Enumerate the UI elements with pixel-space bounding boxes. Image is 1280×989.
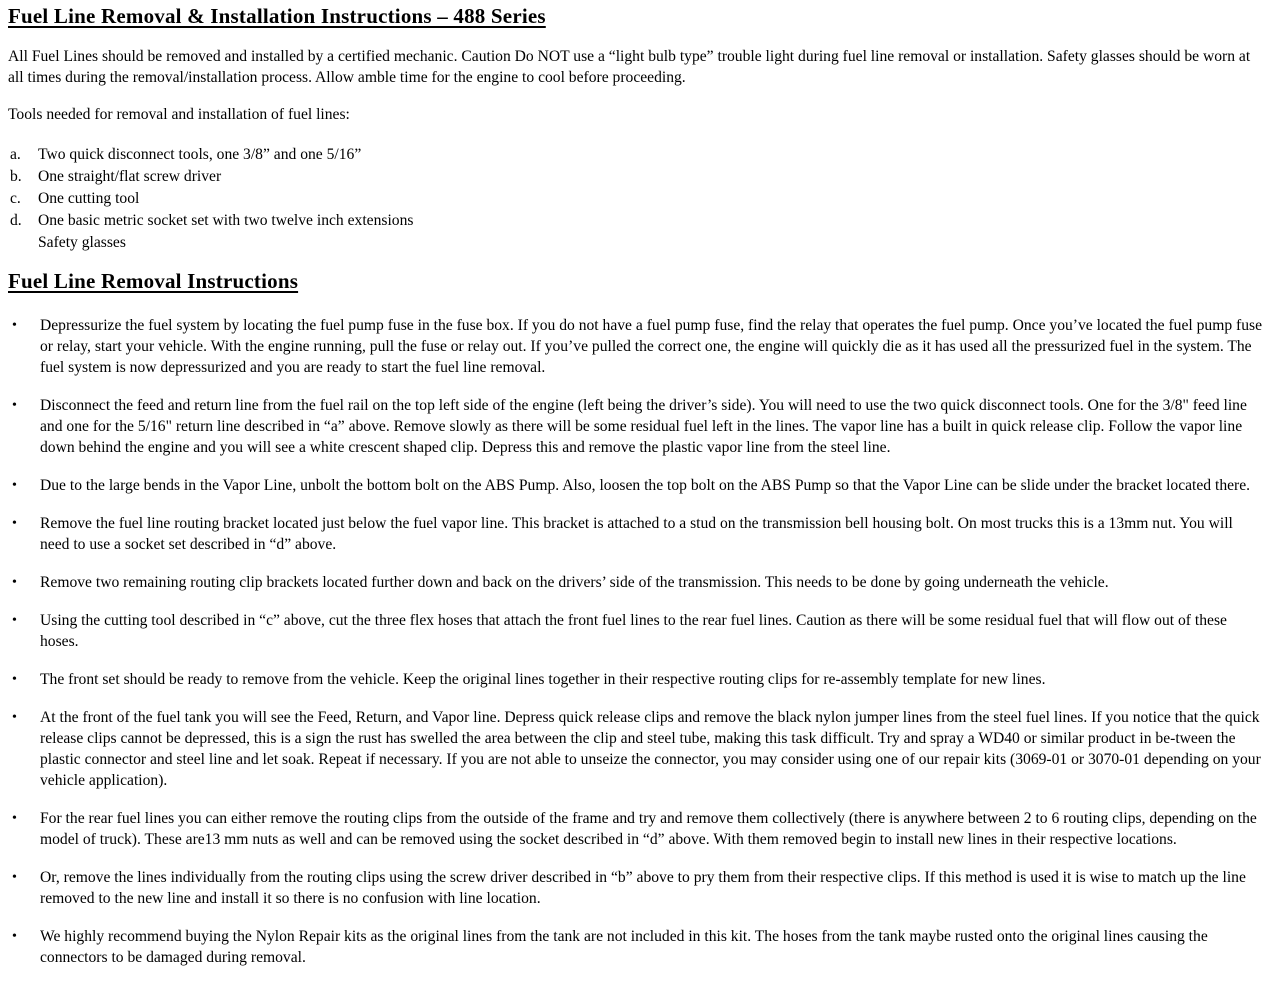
step-text: Remove the fuel line routing bracket located just below the fuel vapor line. This bracket is attached to a stud on the transmission bell housing bolt. On most trucks this is a 13mm nut. You will need to use a socket set described in “d” above. bbox=[40, 515, 1233, 553]
bullet-icon: • bbox=[12, 672, 17, 687]
step-text: At the front of the fuel tank you will see the Feed, Return, and Vapor line. Depress quick release clips and remove the black nylon jumper lines from the steel fuel lines. If you notice that the quick release clips cannot be depressed, this is a sign the rust has swelled the area between the clip and steel tube, making this task difficult. Try and spray a WD40 or similar product in be-tween the plastic connector and steel line and let soak. Repeat if necessary. If you are not able to unseize the connector, you may consider using one of our repair kits (3069-01 or 3070-01 depending on your vehicle application). bbox=[40, 709, 1261, 789]
tools-list-body bbox=[38, 144, 1266, 166]
tools-list-letter: c. bbox=[10, 190, 21, 207]
bullet-icon: • bbox=[12, 318, 17, 333]
document-title: Fuel Line Removal & Installation Instructions – 488 Series bbox=[8, 4, 546, 28]
tools-list-body bbox=[38, 210, 1266, 254]
step-text: The front set should be ready to remove from the vehicle. Keep the original lines together in their respective routing clips for re-assembly template for new lines. bbox=[40, 671, 1046, 688]
step-item bbox=[8, 707, 1266, 791]
tools-list-letter: b. bbox=[10, 168, 22, 185]
step-item bbox=[8, 513, 1266, 555]
tools-list-item bbox=[8, 144, 1266, 166]
step-text: Disconnect the feed and return line from the fuel rail on the top left side of the engine (left being the driver’s side). You will need to use the two quick disconnect tools. One for the 3/8" feed line and one for the 5/16" return line described in “a” above. Remove slowly as there will be some residual fuel left in the lines. The vapor line has a built in quick release clip. Follow the vapor line down behind the engine and you will see a white crescent shaped clip. Depress this and remove the plastic vapor line from the steel line. bbox=[40, 397, 1247, 456]
bullet-icon: • bbox=[12, 710, 17, 725]
step-text: Remove two remaining routing clip brackets located further down and back on the drivers’ side of the transmission. This needs to be done by going underneath the vehicle. bbox=[40, 574, 1109, 591]
step-text: Using the cutting tool described in “c” above, cut the three flex hoses that attach the front fuel lines to the rear fuel lines. Caution as there will be some residual fuel that will flow out of these hoses. bbox=[40, 612, 1227, 650]
bullet-icon: • bbox=[12, 870, 17, 885]
tools-list-body bbox=[38, 166, 1266, 188]
tools-list-extra-line: Safety glasses bbox=[38, 234, 126, 251]
tools-list-item bbox=[8, 210, 1266, 254]
section-title: Fuel Line Removal Instructions bbox=[8, 269, 299, 293]
tools-list-body bbox=[38, 188, 1266, 210]
step-item bbox=[8, 867, 1266, 909]
tools-intro-line: Tools needed for removal and installation of fuel lines: bbox=[8, 106, 350, 123]
step-item bbox=[8, 926, 1266, 968]
step-text: Due to the large bends in the Vapor Line, unbolt the bottom bolt on the ABS Pump. Also, loosen the top bolt on the ABS Pump so that the Vapor Line can be slide under the bracket located there. bbox=[40, 477, 1251, 494]
step-text: Or, remove the lines individually from the routing clips using the screw driver described in “b” above to pry them from their respective clips. If this method is used it is wise to match up the line removed to the new line and install it so there is no confusion with line location. bbox=[40, 869, 1246, 907]
steps-list bbox=[8, 315, 1266, 968]
step-text: We highly recommend buying the Nylon Repair kits as the original lines from the tank are not included in this kit. The hoses from the tank maybe rusted onto the original lines causing the connectors to be damaged during removal. bbox=[40, 928, 1208, 966]
bullet-icon: • bbox=[12, 478, 17, 493]
intro-paragraph: All Fuel Lines should be removed and installed by a certified mechanic. Caution Do NOT use a “light bulb type” trouble light during fuel line removal or installation. Safety glasses should be worn at all times during the removal/installation process. Allow amble time for the engine to cool before proceeding. bbox=[8, 48, 1251, 86]
step-text: Depressurize the fuel system by locating the fuel pump fuse in the fuse box. If you do not have a fuel pump fuse, find the relay that operates the fuel pump. Once you’ve located the fuel pump fuse or relay, start your vehicle. With the engine running, pull the fuse or relay out. If you’ve pulled the correct one, the engine will quickly die as it has used all the pressurized fuel in the system. The fuel system is now depressurized and you are ready to start the fuel line removal. bbox=[40, 317, 1263, 376]
step-text: For the rear fuel lines you can either remove the routing clips from the outside of the frame and try and remove them collectively (there is anywhere between 2 to 6 routing clips, depending on the model of truck). These are13 mm nuts as well and can be removed using the socket described in “d” above. With them removed begin to install new lines in their respective locations. bbox=[40, 810, 1257, 848]
bullet-icon: • bbox=[12, 575, 17, 590]
tools-list-text: Two quick disconnect tools, one 3/8” and one 5/16” bbox=[38, 146, 362, 163]
step-item bbox=[8, 315, 1266, 378]
tools-list-item bbox=[8, 188, 1266, 210]
tools-list-letter: a. bbox=[10, 146, 21, 163]
tools-list-item bbox=[8, 166, 1266, 188]
bullet-icon: • bbox=[12, 811, 17, 826]
bullet-icon: • bbox=[12, 613, 17, 628]
step-item bbox=[8, 395, 1266, 458]
tools-list-letter: d. bbox=[10, 212, 22, 229]
tools-list-text: One straight/flat screw driver bbox=[38, 168, 222, 185]
step-item bbox=[8, 808, 1266, 850]
bullet-icon: • bbox=[12, 398, 17, 413]
bullet-icon: • bbox=[12, 929, 17, 944]
step-item bbox=[8, 475, 1266, 496]
bullet-icon: • bbox=[12, 516, 17, 531]
tools-list-text: One cutting tool bbox=[38, 190, 140, 207]
step-item bbox=[8, 572, 1266, 593]
tools-list bbox=[8, 144, 1266, 254]
step-item bbox=[8, 610, 1266, 652]
tools-list-text: One basic metric socket set with two twelve inch extensions bbox=[38, 212, 414, 229]
step-item bbox=[8, 669, 1266, 690]
